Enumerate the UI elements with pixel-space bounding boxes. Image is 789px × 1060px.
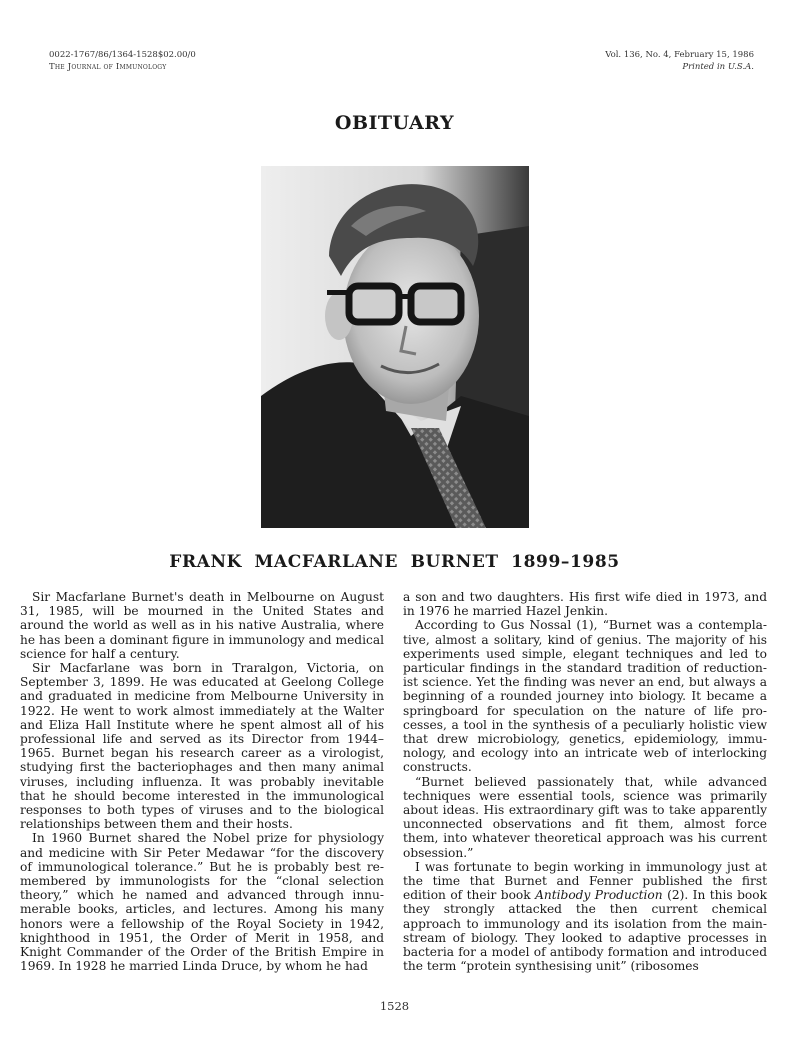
paragraph: In 1960 Burnet shared the Nobel prize for physiology and medicine with Sir Peter Medawar “for the discovery of immunological tolerance.” But he is probably best remembered by immunologists for the “clonal selection theory,” which he named and advanced through innumerable books, articles, and lectures. Among his many honors were a fellowship of the Royal Society in 1942, knighthood in 1951, the Order of Merit in 1958, and Knight Commander of the Order of the British Empire in 1969. In 1928 he married Linda Druce, by whom he had [20,831,384,974]
header-left [49,49,196,73]
paragraph: “Burnet believed passionately that, while advanced techniques were essential tools, science was primarily about ideas. His extraordinary gift was to take apparently unconnected observations and fit them, almost force them, into whatever theoretical approach was his current obsession.” [403,774,767,860]
portrait-image [261,166,529,528]
journal-name: The Journal of Immunology [49,62,167,72]
section-title: OBITUARY [334,112,455,134]
header-right [605,49,754,73]
paragraph: According to Gus Nossal (1), “Burnet was a contemplative, almost a solitary, kind of genius. The majority of his experiments used simple, elegant techniques and led to particular findings in the standard tradition of reductionist science. Yet the finding was never an end, but always a beginning of a rounded journey into biology. It became a springboard for speculation on the nature of life processes, a tool in the synthesis of a peculiarly holistic view that drew microbiology, genetics, epidemiology, immunology, and ecology into an intricate web of interlocking constructs. [403,618,767,775]
paragraph: Sir Macfarlane Burnet's death in Melbourne on August 31, 1985, will be mourned in the United States and around the world as well as in his native Australia, where he has been a dominant figure in immunology and medical science for half a century. [20,590,384,661]
doi-code: 0022-1767/86/1364-1528$02.00/0 [49,50,196,60]
paragraph-continuation: a son and two daughters. His first wife died in 1973, and in 1976 he married Hazel Jenkin. [403,590,767,619]
left-column [20,590,384,973]
volume-issue-date: Vol. 136, No. 4, February 15, 1986 [605,50,754,60]
book-title: Antibody Production [535,888,663,903]
paragraph: Sir Macfarlane was born in Traralgon, Victoria, on September 3, 1899. He was educated at Geelong College and graduated in medicine from Melbourne University in 1922. He went to work almost immediately at the Walter and Eliza Hall Institute where he spent almost all of his professional life and served as its Director from 1944–1965. Burnet began his research career as a virologist, studying first the bacteriophages and then many animal viruses, including influenza. It was probably inevitable that he should become interested in the immunological responses to both types of viruses and to the biological relationships between them and their hosts. [20,661,384,832]
article-title: FRANK MACFARLANE BURNET 1899–1985 [169,552,620,572]
text-span: I was fortunate to begin working in immunology just at the time that Burnet and Fenner published the first edition of their book [403,859,767,903]
right-column [403,590,767,973]
portrait-photo [261,166,529,528]
page-number: 1528 [379,999,410,1013]
text-span: (2). In this book they strongly attacked the then current chemical approach to immunology and its isolation from the mainstream of biology. They looked to adaptive processes in bacteria for a model of antibody formation and introduced the term “protein synthesising unit” (ribosomes [403,888,767,974]
paragraph [403,860,767,974]
printed-in: Printed in U.S.A. [682,62,754,72]
